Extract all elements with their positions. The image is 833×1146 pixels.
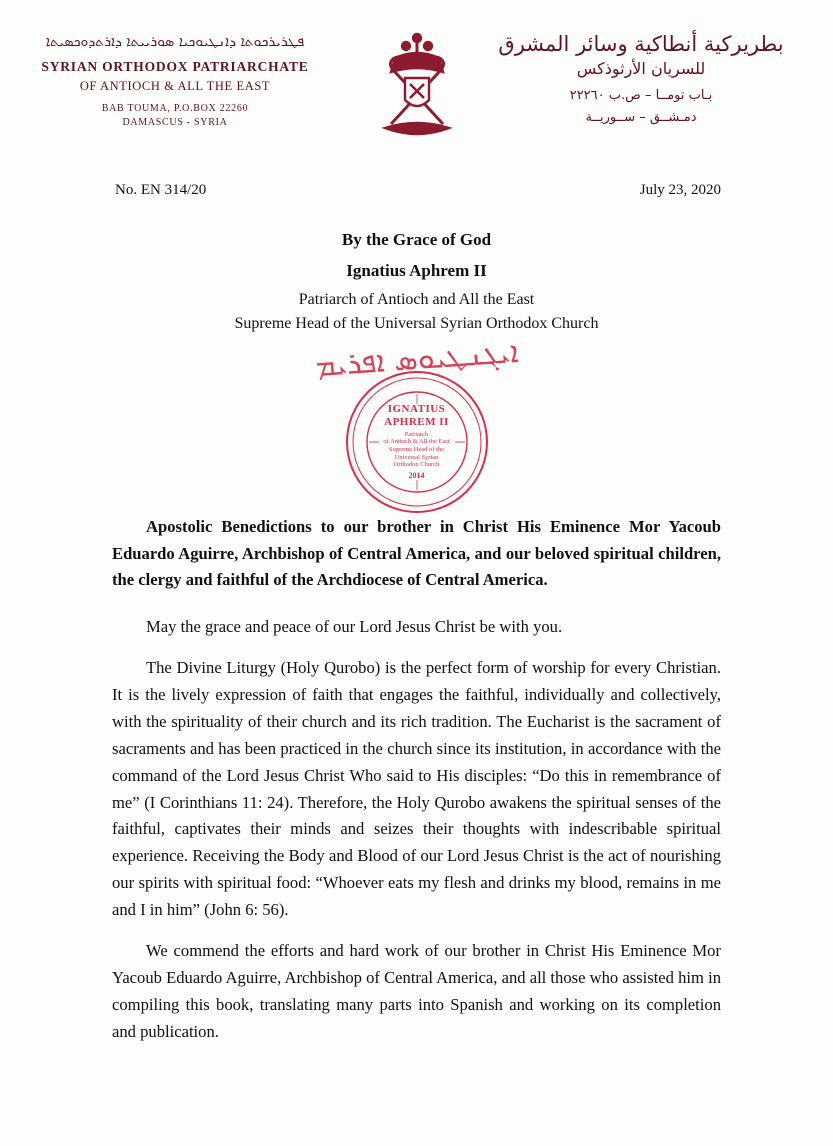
letterhead-arabic-block [491, 30, 791, 129]
body-paragraph-3: We commend the efforts and hard work of our brother in Christ His Eminence Mor Yacoub Eduardo Aguirre, Archbishop of Central America, and all those who assisted him in compiling this book, translating many parts into Spanish and working on its completion and publication. [112, 940, 721, 1041]
seal-line-1: IGNATIUS [387, 402, 446, 415]
address-line-2: DAMASCUS - SYRIA [122, 117, 228, 128]
seal-line-7: Orthodox Church [393, 461, 440, 469]
patriarch-role-line-2: Supreme Head of the Universal Syrian Orthodox Church [234, 314, 599, 332]
patriarch-role-line-1: Patriarch of Antioch and All the East [298, 291, 535, 309]
seal-year: 2014 [408, 471, 425, 481]
arabic-title: بطريركية أنطاكية وسائر المشرق [498, 32, 784, 56]
address-line-1: BAB TOUMA, P.O.BOX 22260 [101, 103, 249, 114]
body-paragraph-1: May the grace and peace of our Lord Jesus Christ be with you. [146, 617, 563, 637]
letterhead [0, 0, 833, 170]
seal-line-6: Universal Syrian [394, 453, 439, 461]
patriarch-name: Ignatius Aphrem II [346, 261, 487, 281]
title-block [0, 228, 833, 336]
syriac-heading: ܦܛܪܝܪܟܘܬܐ ܕܐܢܛܝܘܟܝܐ ܣܘܪܝܝܬܐ ܕܐܪܬܕܘܟܣܝܬܐ [45, 34, 305, 50]
by-the-grace-of-god: By the Grace of God [341, 230, 492, 249]
arabic-title-2: للسريان الأرثوذكس [576, 59, 706, 79]
letter-body [112, 514, 721, 1046]
official-seal [343, 368, 491, 516]
reference-number: No. EN 314/20 [115, 182, 207, 198]
reference-row [0, 182, 833, 208]
patriarchate-title: SYRIAN ORTHODOX PATRIARCHATE [41, 59, 309, 74]
arabic-address-2: دمـشــق – ســوريــة [585, 109, 697, 125]
letter-date: July 23, 2020 [639, 182, 721, 198]
handwritten-signature: ܐܝܓܢܛܝܘܣ ܐܦܪܝܡ [313, 334, 520, 384]
salutation-paragraph: Apostolic Benedictions to our brother in Christ His Eminence Mor Yacoub Eduardo Aguirre, Archbishop of Central America, and our beloved spiritual children, the clergy and faithful of the Archdiocese of Central America. [112, 516, 721, 590]
body-paragraph-2: The Divine Liturgy (Holy Qurobo) is the perfect form of worship for every Christian. It is the lively expression of faith that engages the faithful, individually and collectively, with the spirituality of their church and its rich tradition. The Eucharist is the sacrament of sacraments and has been practiced in the church since its institution, in accordance with the command of the Lord Jesus Christ Who said to His disciples: “Do this in remembrance of me” (I Corinthians 11: 24). Therefore, the Holy Qurobo awakens the spiritual senses of the faithful, captivates their minds and seizes their thoughts with indescribable spiritual experience. Receiving the Body and Blood of our Lord Jesus Christ is the act of nourishing our spirits with spiritual food: “Whoever eats my flesh and drinks my blood, remains in me and I in him” (John 6: 56). [112, 658, 721, 920]
letterhead-english-block [40, 34, 310, 128]
arabic-address-1: بـاب تومــا – ص.ب ٢٢٢٦٠ [569, 87, 713, 103]
signature-area [0, 334, 833, 500]
seal-line-5: Supreme Head of the [388, 446, 445, 454]
seal-line-4: of Antioch & All the East [383, 438, 450, 446]
crest-icon [357, 28, 477, 146]
patriarchate-subtitle: OF ANTIOCH & ALL THE EAST [79, 79, 271, 93]
seal-line-2: APHREM II [384, 415, 449, 428]
seal-line-3: Patriarch [404, 430, 429, 438]
